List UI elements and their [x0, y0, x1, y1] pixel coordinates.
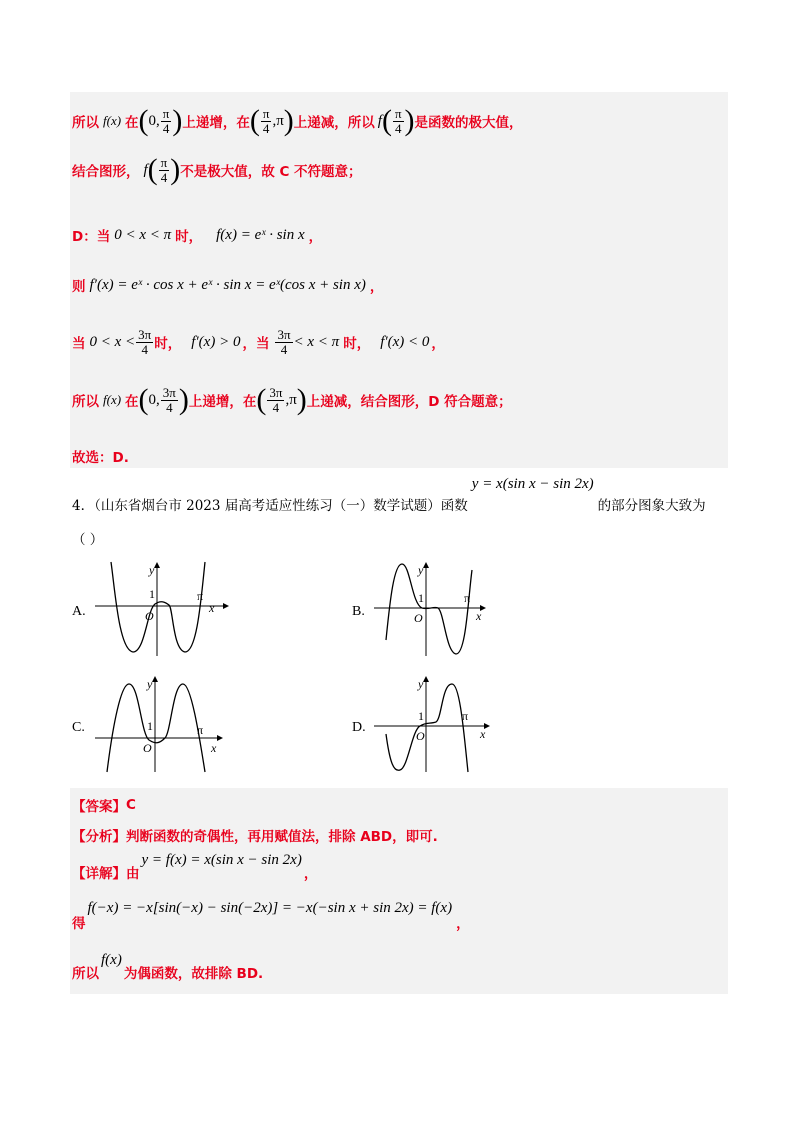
analysis-line: 【分析】 判断函数的奇偶性，再用赋值法，排除 ABD，即可.	[72, 829, 438, 845]
svg-text:x: x	[476, 609, 482, 623]
option-c-graph[interactable]	[93, 674, 233, 774]
solution-line-7: 故选：D.	[72, 450, 129, 466]
svg-text:O: O	[414, 611, 423, 625]
origin-label: O	[145, 609, 154, 623]
solution-line-5: 当 0 < x < $\frac{3\pi}{4}$ 时， f′(x) > 0 ，当 $\frac{3\pi}{4}$ < x < π 时， f′(x) < 0 ，	[72, 326, 445, 357]
solution-line-4: 则 f′(x) = eˣ · cos x + eˣ · sin x = eˣ(cos x + sin x) ，	[72, 276, 384, 295]
derivation-line: 得 f(−x) = −x[sin(−x) − sin(−2x)] = −x(−sin x + sin 2x) = f(x) ，	[72, 900, 470, 932]
option-a-label[interactable]: A.	[72, 604, 86, 619]
svg-text:y: y	[147, 677, 153, 691]
svg-text:π: π	[462, 709, 469, 723]
svg-text:π: π	[464, 591, 471, 605]
solution-line-1: 所以 f(x) 在 ( 0, $\frac{\pi}{4}$ ) 上递增，在 ( $\frac{\pi}{4}$ ,π ) 上递减，所以 f ( $\frac{\pi}{4}$ ) 是函数的极大值，	[72, 104, 523, 137]
option-a-graph[interactable]	[93, 560, 233, 660]
svg-text:1: 1	[418, 709, 424, 723]
conclusion-line: 所以 f(x) 为偶函数，故排除 BD.	[72, 952, 264, 982]
tick-one-label: 1	[149, 587, 155, 601]
svg-text:O: O	[143, 741, 152, 755]
solution-line-6: 所以 f(x) 在 ( 0, $\frac{3\pi}{4}$ ) 上递增，在 ( $\frac{3\pi}{4}$ ,π ) 上递减，结合图形，D 符合题意；	[72, 383, 512, 416]
option-b-graph[interactable]	[372, 560, 512, 660]
option-d-label[interactable]: D.	[352, 720, 366, 735]
question-4-blank: （ ）	[72, 532, 104, 548]
svg-text:1: 1	[147, 719, 153, 733]
option-c-label[interactable]: C.	[72, 720, 85, 735]
pi-label: π	[197, 589, 204, 603]
svg-text:π: π	[197, 723, 204, 737]
option-b-label[interactable]: B.	[352, 604, 365, 619]
axis-x-label: x	[209, 601, 215, 615]
solution-line-3: D：当 0 < x < π 时， f(x) = eˣ · sin x ，	[72, 226, 323, 245]
svg-text:1: 1	[418, 591, 424, 605]
svg-text:x: x	[480, 727, 486, 741]
detail-line: 【详解】 由 y = f(x) = x(sin x − sin 2x) ，	[72, 852, 318, 882]
question-4-stem: 4．（山东省烟台市 2023 届高考适应性练习（一）数学试题）函数 y = x(sin x − sin 2x) 的部分图象大致为	[72, 476, 706, 514]
svg-text:y: y	[418, 563, 424, 577]
axis-y-label: y	[149, 563, 155, 577]
answer-line: 【答案】 C	[72, 797, 136, 815]
svg-text:x: x	[211, 741, 217, 755]
svg-text:y: y	[418, 677, 424, 691]
svg-text:O: O	[416, 729, 425, 743]
solution-line-2: 结合图形， f ( $\frac{\pi}{4}$ ) 不是极大值，故 C 不符题意；	[72, 153, 362, 186]
option-d-graph[interactable]	[372, 674, 512, 774]
